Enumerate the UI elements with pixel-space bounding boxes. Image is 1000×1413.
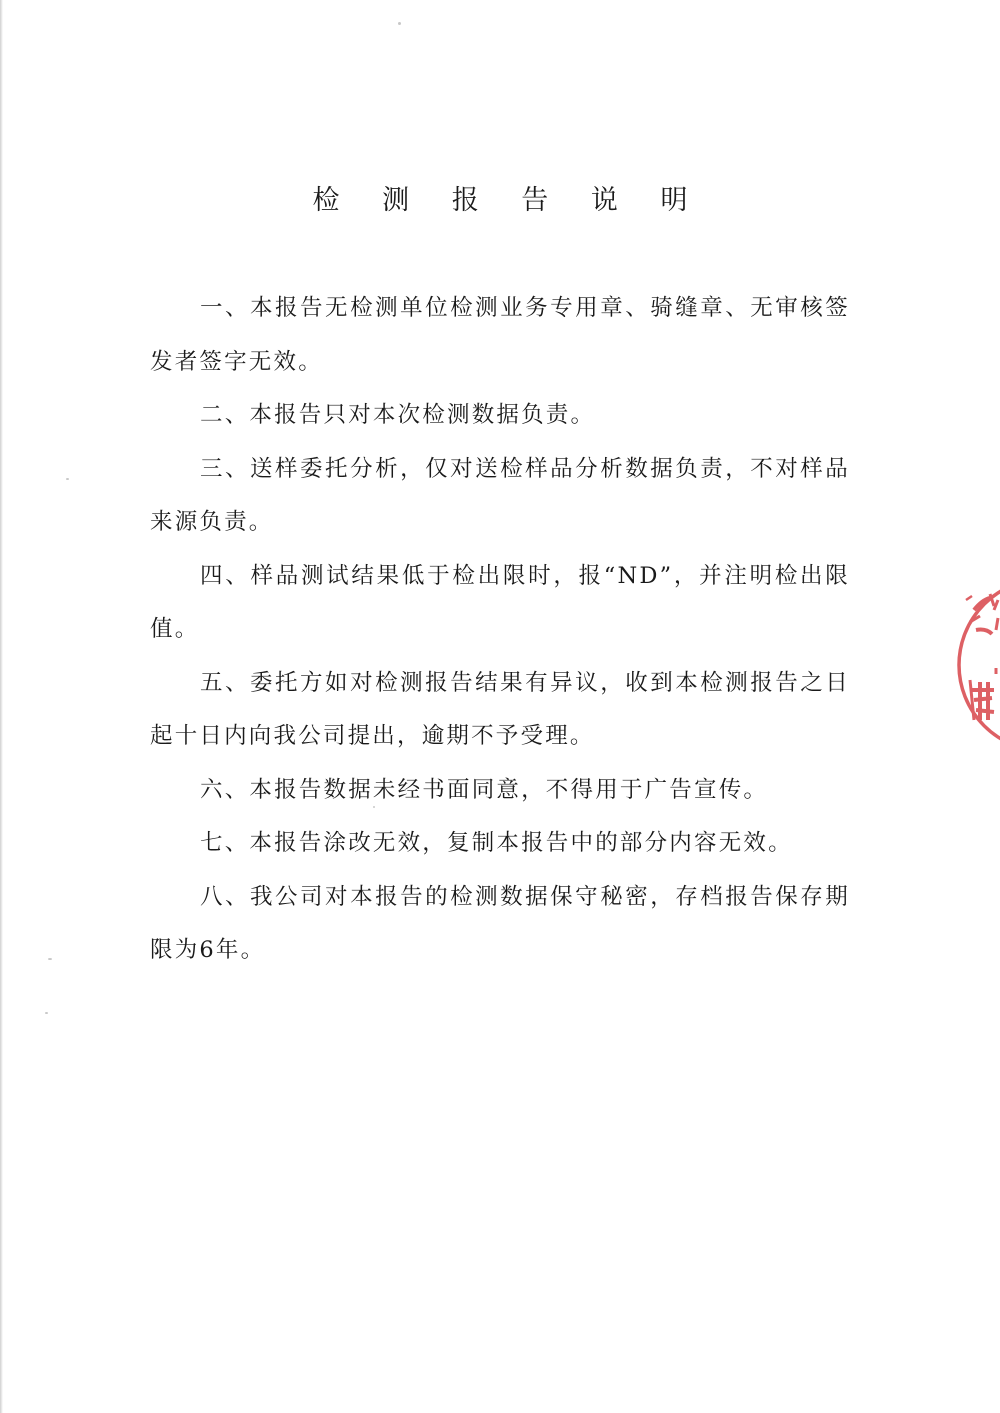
scan-speck bbox=[45, 1012, 48, 1014]
scan-speck bbox=[398, 22, 401, 25]
scan-speck bbox=[48, 958, 52, 960]
clause-2: 二、本报告只对本次检测数据负责。 bbox=[200, 402, 596, 428]
clause-3: 三、送样委托分析，仅对送检样品分析数据负责，不对样品来源负责。 bbox=[150, 455, 850, 535]
scan-speck bbox=[373, 806, 375, 808]
clause-1: 一、本报告无检测单位检测业务专用章、骑缝章、无审核签发者签字无效。 bbox=[150, 295, 850, 375]
clause-7: 七、本报告涂改无效，复制本报告中的部分内容无效。 bbox=[200, 830, 793, 856]
clauses-body bbox=[150, 282, 850, 978]
document-title: 检 测 报 告 说 明 bbox=[312, 185, 705, 216]
clause-4: 四、样品测试结果低于检出限时，报“ND”，并注明检出限值。 bbox=[150, 562, 850, 642]
clause-8: 八、我公司对本报告的检测数据保守秘密，存档报告保存期限为6年。 bbox=[150, 883, 850, 963]
red-seal-stamp-icon bbox=[950, 570, 1000, 760]
clause-5: 五、委托方如对检测报告结果有异议，收到本检测报告之日起十日内向我公司提出，逾期不予受理。 bbox=[150, 669, 850, 749]
scan-speck bbox=[66, 478, 69, 480]
clause-6: 六、本报告数据未经书面同意，不得用于广告宣传。 bbox=[200, 776, 769, 803]
